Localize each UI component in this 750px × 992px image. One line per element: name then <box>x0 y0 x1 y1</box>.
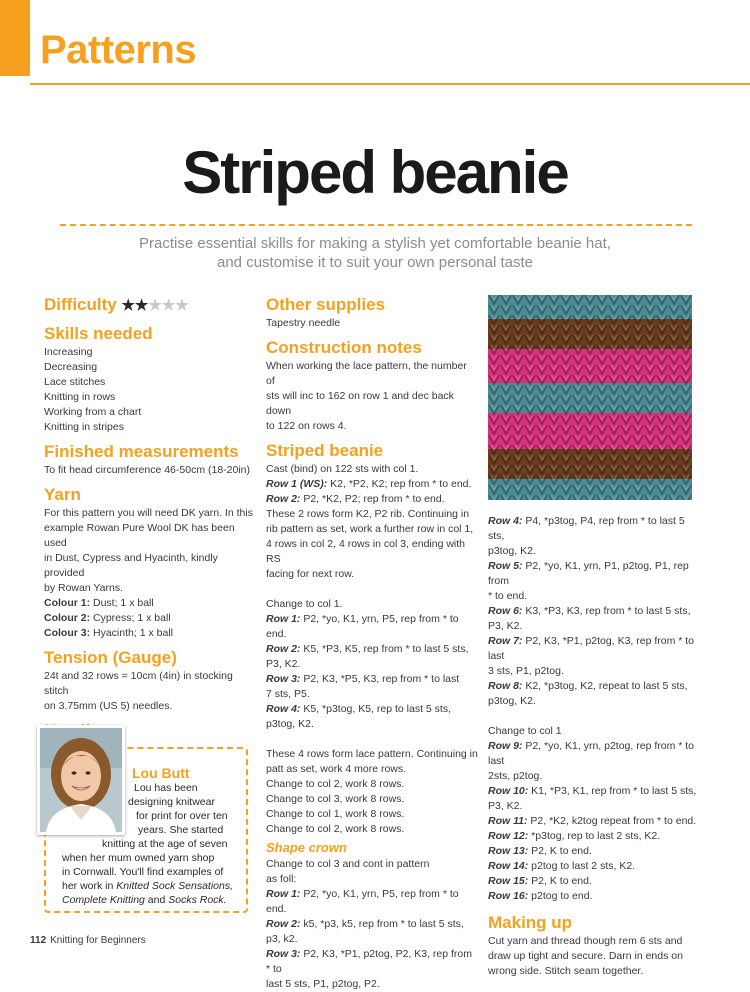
column-1 <box>44 294 254 757</box>
star-empty-icon: ★★★ <box>148 297 189 314</box>
header-accent-bar <box>0 0 30 76</box>
designer-name: Lou Butt <box>132 765 190 781</box>
list-item: Knitting in rows <box>44 391 116 403</box>
list-item: Increasing <box>44 346 93 358</box>
bio-line: Lou has been <box>134 782 198 794</box>
pattern-text: Row 4: P4, *p3tog, P4, rep from * to last 5 sts, p3tog, K2. Row 5: P2, *yo, K1, yrn, P1, p2tog, P1, rep from * to end. Row 6: K3, *P3, K3, rep from * to last 5 sts, P3, K2. Row 7: P2, K3, *P1, p2tog, K3, rep from * to last 3 sts, P1, p2tog. Row 8: K2, *p3tog, K2, repeat to last 5 sts, p3tog, K2. Change to col 1 Row 9: P2, *yo, K1, yrn, p2tog, rep from * to last 2sts, p2tog. Row 10: K1, *P3, K1, rep from * to last 5 sts, P3, K2. Row 11: P2, *K2, k2tog repeat from * to end. Row 12: *p3tog, rep to last 2 sts, K2. Row 13: P2, K to end. Row 14: p2tog to last 2 sts, K2. Row 15: P2, K to end. Row 16: p2tog to end. <box>488 515 697 902</box>
designer-photo <box>37 725 125 835</box>
shape-crown-heading: Shape crown <box>266 840 347 855</box>
pattern-text: Cast (bind) on 122 sts with col 1. Row 1 (WS): K2, *P2, K2; rep from * to end. Row 2: P2, *K2, P2; rep from * to end. These 2 rows form K2, P2 rib. Continuing in rib pattern as set, work a further row in col 1, 4 rows in col 2, 4 rows in col 3, ending with RS facing for next row. Change to col 1. Row 1: P2, *yo, K1, yrn, P5, rep from * to end. Row 2: K5, *P3, K5, rep from * to last 5 sts, P3, K2. Row 3: P2, K3, *P5, K3, rep from * to last 7 sts, P5. Row 4: K5, *p3tog, K5, rep to last 5 sts, p3tog, K2. These 4 rows form lace pattern. Continuing in patt as set, work 4 more rows. Change to col 2, work 8 rows. Change to col 3, work 8 rows. Change to col 1, work 8 rows. Change to col 2, work 8 rows. <box>266 463 478 835</box>
making-up-heading: Making up <box>488 913 573 932</box>
header-rule <box>30 83 750 85</box>
construction-heading: Construction notes <box>266 338 422 357</box>
section-title: Patterns <box>40 28 197 72</box>
list-item: Working from a chart <box>44 406 142 418</box>
measurements-text: To fit head circumference 46-50cm (18-20in) <box>44 464 251 476</box>
column-3 <box>488 514 703 979</box>
colour-line: Colour 2: Cypress; 1 x ball <box>44 612 171 624</box>
publication-name: Knitting for Beginners <box>50 935 146 946</box>
list-item: Knitting in stripes <box>44 421 124 433</box>
bio-line: for print for over ten <box>136 810 228 822</box>
bio-line: knitting at the age of seven <box>102 838 228 850</box>
beanie-heading: Striped beanie <box>266 441 384 460</box>
bio-line: her work in Knitted Sock Sensations, <box>62 880 234 892</box>
page-number: 112 <box>30 935 47 946</box>
difficulty-rating <box>121 295 188 314</box>
list-item: Lace stitches <box>44 376 106 388</box>
other-supplies-text: Tapestry needle <box>266 317 341 329</box>
page-title: Striped beanie <box>182 139 568 206</box>
column-2 <box>266 294 478 992</box>
other-supplies-heading: Other supplies <box>266 295 386 314</box>
skills-list <box>44 345 254 435</box>
measurements-heading: Finished measurements <box>44 442 239 461</box>
intro-text: Practise essential skills for making a stylish yet comfortable beanie hat, and customise it to suit your own personal taste <box>139 235 611 271</box>
tension-text: 24t and 32 rows = 10cm (4in) in stocking stitch on 3.75mm (US 5) needles. <box>44 670 233 712</box>
making-up-text: Cut yarn and thread though rem 6 sts and draw up tight and secure. Darn in ends on wrong side. Stitch seam together. <box>488 935 683 977</box>
bio-line: in Cornwall. You'll find examples of <box>62 866 224 878</box>
knitted-sample-photo <box>488 295 692 500</box>
skills-heading: Skills needed <box>44 324 153 343</box>
yarn-heading: Yarn <box>44 485 81 504</box>
construction-text: When working the lace pattern, the number of sts will inc to 162 on row 1 and dec back down to 122 on rows 4. <box>266 360 467 432</box>
crown-text: Change to col 3 and cont in pattern as foll: Row 1: P2, *yo, K1, yrn, P5, rep from * to end. Row 2: k5, *p3, k5, rep from * to last 5 sts, p3, k2. Row 3: P2, K3, *P1, p2tog, P2, K3, rep from * to last 5 sts, P1, p2tog, P2. <box>266 858 473 990</box>
tension-heading: Tension (Gauge) <box>44 648 177 667</box>
difficulty-heading: Difficulty ★★★★★ <box>44 295 189 314</box>
bio-line: years. She started <box>138 824 224 836</box>
bio-line: Complete Knitting and Socks Rock. <box>62 894 227 906</box>
star-filled-icon: ★★ <box>121 297 149 314</box>
list-item: Decreasing <box>44 361 98 373</box>
title-divider <box>60 224 692 226</box>
page-footer <box>30 935 146 946</box>
colour-line: Colour 1: Dust; 1 x ball <box>44 597 154 609</box>
colour-line: Colour 3: Hyacinth; 1 x ball <box>44 627 173 639</box>
yarn-text: For this pattern you will need DK yarn. In this example Rowan Pure Wool DK has been used in Dust, Cypress and Hyacinth, kindly provided by Rowan Yarns. Colour 1: Dust; 1 x ball Colour 2: Cypress; 1 x ball Colour 3: Hyacinth; 1 x ball <box>44 507 253 639</box>
bio-line: designing knitwear <box>128 796 215 808</box>
bio-line: when her mum owned yarn shop <box>62 852 215 864</box>
